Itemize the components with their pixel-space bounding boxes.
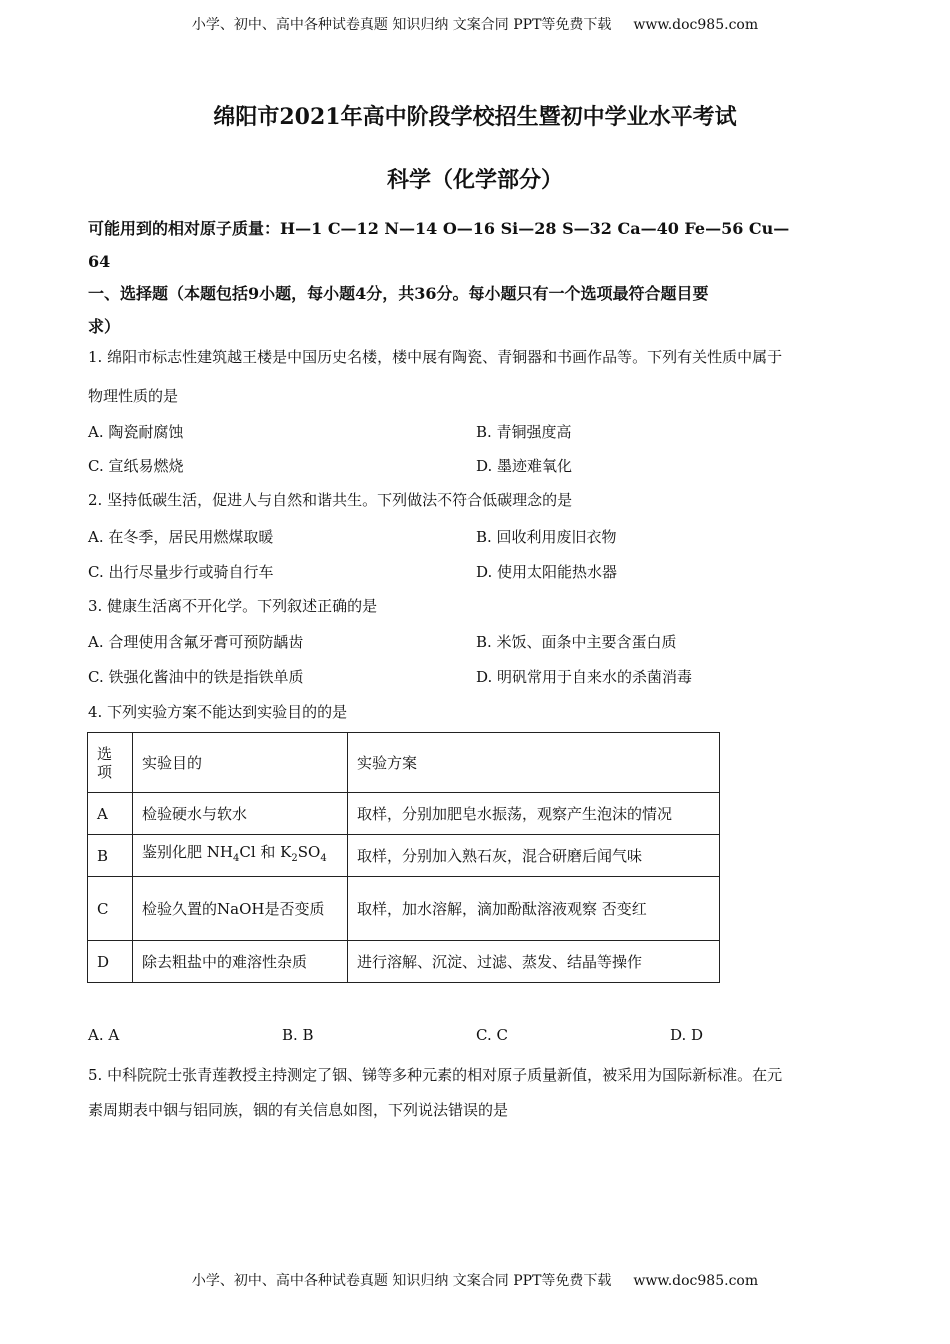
exam-title: 绵阳市2021年高中阶段学校招生暨初中学业水平考试 [213, 104, 737, 130]
q5-stem-line-1: 5. 中科院院士张青莲教授主持测定了铟、锑等多种元素的相对原子质量新值，被采用为国际新标准。在元 [88, 1066, 783, 1084]
q2-option-c: C. 出行尽量步行或骑自行车 [88, 563, 274, 581]
row-option: B [88, 835, 133, 877]
q3-option-b: B. 米饭、面条中主要含蛋白质 [476, 633, 677, 651]
row-purpose: 检验硬水与软水 [133, 793, 348, 835]
header-purpose: 实验目的 [133, 733, 348, 793]
header-site[interactable]: www.doc985.com [633, 17, 759, 33]
row-purpose: 检验久置的NaOH是否变质 [133, 877, 348, 941]
row-plan: 进行溶解、沉淀、过滤、蒸发、结晶等操作 [348, 941, 720, 983]
row-plan: 取样，分别加入熟石灰，混合研磨后闻气味 [348, 835, 720, 877]
q2-option-d: D. 使用太阳能热水器 [476, 563, 618, 581]
q2-option-a: A. 在冬季，居民用燃煤取暖 [88, 528, 274, 546]
exam-subtitle: 科学（化学部分） [386, 167, 563, 193]
table-row [88, 793, 720, 835]
q4-option-b: B. B [282, 1026, 314, 1044]
q5-stem-line-2: 素周期表中铟与铝同族，铟的有关信息如图，下列说法错误的是 [88, 1101, 509, 1119]
header-option: 选项 [88, 733, 133, 793]
q2-stem: 2. 坚持低碳生活，促进人与自然和谐共生。下列做法不符合低碳理念的是 [88, 491, 573, 509]
table-row [88, 877, 720, 941]
q3-option-a: A. 合理使用含氟牙膏可预防龋齿 [88, 633, 304, 651]
q1-stem-line-2: 物理性质的是 [88, 387, 179, 405]
q2-option-b: B. 回收利用废旧衣物 [476, 528, 617, 546]
footer-text: 小学、初中、高中各种试卷真题 知识归纳 文案合同 PPT等免费下载 [191, 1273, 612, 1289]
row-plan: 取样，加水溶解，滴加酚酞溶液观察 否变红 [348, 877, 720, 941]
row-option: C [88, 877, 133, 941]
q3-option-d: D. 明矾常用于自来水的杀菌消毒 [476, 668, 693, 686]
q1-stem-line-1: 1. 绵阳市标志性建筑越王楼是中国历史名楼，楼中展有陶瓷、青铜器和书画作品等。下列有关性质中属于 [88, 348, 783, 366]
table-row [88, 835, 720, 877]
table-row [88, 941, 720, 983]
q4-stem: 4. 下列实验方案不能达到实验目的的是 [88, 703, 348, 721]
page-footer [0, 1270, 950, 1290]
section-heading-1: 一、选择题（本题包括9小题，每小题4分，共36分。每小题只有一个选项最符合题目要 [88, 284, 709, 303]
q3-stem: 3. 健康生活离不开化学。下列叙述正确的是 [88, 597, 378, 615]
header-plan: 实验方案 [348, 733, 720, 793]
q1-option-a: A. 陶瓷耐腐蚀 [88, 423, 184, 441]
q1-option-c: C. 宣纸易燃烧 [88, 457, 184, 475]
row-plan: 取样，分别加肥皂水振荡，观察产生泡沫的情况 [348, 793, 720, 835]
header-text: 小学、初中、高中各种试卷真题 知识归纳 文案合同 PPT等免费下载 [191, 17, 612, 33]
footer-site[interactable]: www.doc985.com [633, 1273, 759, 1289]
q4-option-c: C. C [476, 1026, 508, 1044]
page-header [0, 14, 950, 34]
row-purpose: 鉴别化肥 $NH_4Cl$ 和 $K_2SO_4$ [133, 835, 348, 877]
q4-option-d: D. D [670, 1026, 704, 1044]
table-header-row [88, 733, 720, 793]
q4-option-a: A. A [88, 1026, 120, 1044]
section-heading-2: 求） [88, 317, 121, 336]
experiment-table [87, 732, 720, 983]
row-purpose: 除去粗盐中的难溶性杂质 [133, 941, 348, 983]
row-option: A [88, 793, 133, 835]
row-option: D [88, 941, 133, 983]
q1-option-b: B. 青铜强度高 [476, 423, 572, 441]
atomic-mass-line-1: 可能用到的相对原子质量：H—1 C—12 N—14 O—16 Si—28 S—32 Ca—40 Fe—56 Cu— [88, 219, 790, 238]
q3-option-c: C. 铁强化酱油中的铁是指铁单质 [88, 668, 304, 686]
q1-option-d: D. 墨迹难氧化 [476, 457, 573, 475]
atomic-mass-line-2: 64 [88, 252, 111, 271]
